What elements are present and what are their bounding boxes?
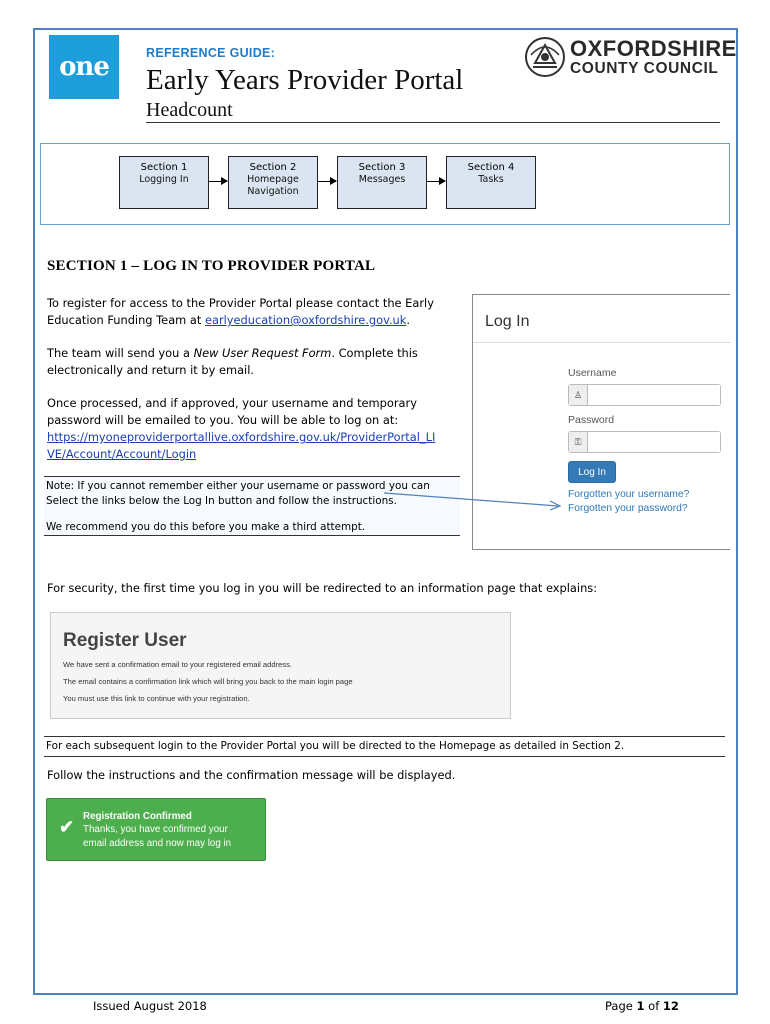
title-divider [146,122,720,123]
follow-instructions-text: Follow the instructions and the confirmation message will be displayed. [47,768,456,782]
log-in-button[interactable]: Log In [568,461,616,483]
registration-confirmed-alert [46,798,266,861]
section-1-title: Section 1 [140,162,188,173]
council-name [570,38,737,77]
security-text: For security, the first time you log in you will be redirected to an information page that explains: [47,581,598,595]
section-4-sub: Tasks [478,174,504,185]
login-title: Log In [485,313,530,330]
page-label: Page [605,999,637,1013]
username-input[interactable] [588,385,720,405]
note-line1: Note: If you cannot remember either your username or password you can [46,480,430,492]
intro-paragraph [47,295,434,329]
username-field[interactable] [568,384,721,406]
council-name-line1: OXFORDSHIRE [570,36,737,61]
forgot-password-link[interactable]: Forgotten your password? [568,503,688,514]
para2-text-a: The team will send you a [47,346,194,360]
para2-text-b: . Complete this [331,346,418,360]
login-divider [473,342,731,343]
section-1-box[interactable] [119,156,209,209]
council-name-line2: COUNTY COUNCIL [570,60,719,77]
portal-url-line1[interactable]: https://myoneproviderportallive.oxfordshire.gov.uk/ProviderPortal_LI [47,430,436,444]
total-pages: 12 [662,999,679,1013]
section-4-box[interactable] [446,156,536,209]
password-field[interactable] [568,431,721,453]
confirm-line1: Thanks, you have confirmed your [83,824,228,835]
para1-line1: To register for access to the Provider Portal please contact the Early [47,296,434,310]
checkmark-icon: ✔ [59,817,75,837]
pointer-arrow-icon [380,490,580,520]
register-line1: We have sent a confirmation email to your registered email address. [63,660,293,669]
arrow-1-icon [209,181,227,182]
section-2-sub2: Navigation [247,186,299,197]
confirm-line2: email address and now may log in [83,838,232,849]
document-subtitle: Headcount [146,99,233,121]
page-of: of [644,999,663,1013]
register-line3: You must use this link to continue with your registration. [63,694,250,703]
para3-line1: Once processed, and if approved, your username and temporary [47,396,417,410]
username-label: Username [568,367,617,379]
council-crest-icon [523,35,567,79]
section-3-box[interactable] [337,156,427,209]
approval-paragraph [47,395,435,463]
email-link[interactable]: earlyeducation@oxfordshire.gov.uk [204,313,407,327]
section-1-sub: Logging In [139,174,189,185]
reference-guide-label: REFERENCE GUIDE: [146,46,276,60]
para2-line1 [47,345,418,362]
issued-date: Issued August 2018 [93,999,207,1013]
logo-text: one [59,52,109,82]
password-input[interactable] [588,432,720,452]
forgot-username-link[interactable]: Forgotten your username? [568,489,690,500]
form-name: New User Request Form [193,346,332,360]
arrow-3-icon [427,181,445,182]
subsequent-login-note: For each subsequent login to the Provider Portal you will be directed to the Homepage as detailed in Section 2. [44,736,725,757]
arrow-2-icon [318,181,336,182]
form-paragraph [47,345,418,379]
section-navigation-diagram [40,143,730,225]
section-2-sub1: Homepage [247,174,299,185]
register-user-screenshot [50,612,511,719]
portal-url-line2[interactable]: VE/Account/Account/Login [47,447,197,461]
register-title: Register User [63,630,187,651]
page-number [605,999,679,1013]
document-title: Early Years Provider Portal [146,64,464,96]
para1-line2-text: Education Funding Team at [47,313,205,327]
password-label: Password [568,414,615,426]
section-3-title: Section 3 [358,162,406,173]
para2-line2: electronically and return it by email. [47,363,255,377]
section-1-heading: SECTION 1 – LOG IN TO PROVIDER PORTAL [47,258,376,274]
note-line2: Select the links below the Log In button and follow the instructions. [46,495,397,507]
key-icon: ⚿ [569,432,588,452]
user-icon: ♙ [569,385,588,405]
confirm-title: Registration Confirmed [83,811,192,822]
current-page: 1 [636,999,645,1013]
register-line2: The email contains a confirmation link which will bring you back to the main login page [63,677,353,686]
section-3-sub: Messages [358,174,406,185]
one-logo [49,35,119,99]
para1-line2 [47,312,434,329]
note-line3: We recommend you do this before you make a third attempt. [46,521,366,533]
section-4-title: Section 4 [467,162,515,173]
para1-period: . [406,313,411,327]
para3-line2: password will be emailed to you. You will be able to log on at: [47,413,399,427]
section-2-title: Section 2 [249,162,297,173]
section-2-box[interactable] [228,156,318,209]
